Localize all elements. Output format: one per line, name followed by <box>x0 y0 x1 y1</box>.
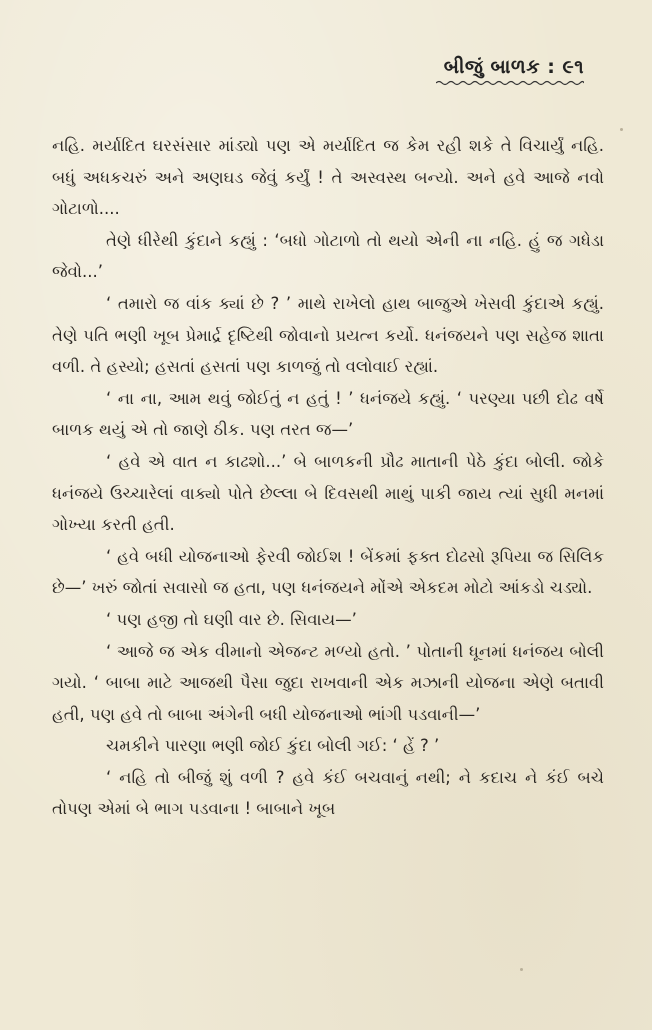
text-line: ‘ પણ હજી તો ઘણી વાર છે. સિવાય—’ <box>106 609 357 629</box>
text-line: રૂપિયા જ સિલિક છે—’ ખરું જોતાં સવાસો જ હતા, પણ ધનંજયને <box>52 546 605 598</box>
paragraph <box>52 762 604 825</box>
text-line: બાબા અંગેની બધી યોજનાઓ ભાંગી પડવાની—’ <box>167 704 481 724</box>
paragraph <box>52 130 604 225</box>
text-line: નહિ. મર્યાદિત ઘરસંસાર માંડ્યો પણ એ મર્યાદિત જ કેમ રહી <box>52 136 462 155</box>
paragraph <box>52 636 604 731</box>
paragraph <box>52 383 604 446</box>
text-line: રાખવાની એક મઝાની યોજના એણે બતાવી હતી, પણ હવે તો <box>52 673 605 724</box>
text-line: તેણે ધીરેથી કુંદાને કહ્યું : ‘બધો ગોટાળો તો થયો એની ના <box>106 230 483 250</box>
text-line: નહિ. હું જ ગધેડા જેવો...’ <box>52 230 604 282</box>
text-line: પ્રયત્ન કર્યો. ધનંજયને પણ સહેજ શાતા વળી. તે હસ્યો; હસતાં <box>52 325 604 377</box>
text-line: શકે તે વિચાર્યું નહિ. બધું અધકચરું અને અણઘડ જેવું કર્યું ! <box>52 136 604 187</box>
paragraph <box>52 225 604 288</box>
text-line: કુંદા બોલી. જોકે ધનંજયે ઉચ્ચારેલાં વાક્યો પોતે છેલ્લા બે દિવસથી <box>52 451 604 503</box>
text-line: ‘ નહિ તો બીજું શું વળી ? હવે કંઈ બચવાનું નથી; ને <box>106 767 472 787</box>
text-line: ખેસવી કુંદાએ કહ્યું. તેણે પતિ ભણી ખૂબ પ્રેમાર્દ્ર દૃષ્ટિથી જોવાનો <box>52 293 604 345</box>
text-line: હસતાં પણ કાળજું તો વલોવાઈ રહ્યાં. <box>200 357 439 377</box>
running-title: બીજું બાળક : ૯૧ <box>443 56 584 78</box>
text-line: ‘ આજે જ એક વીમાનો એજન્ટ મળ્યો હતો. ’ પોતાની <box>106 641 464 661</box>
paper-speck <box>520 968 523 971</box>
text-line: ધૂનમાં ધનંજય બોલી ગયો. ‘ બાબા માટે આજથી પૈસા જુદા <box>52 641 604 693</box>
text-line: ‘ હવે એ વાત ન કાઢશો...’ બે બાળકની પ્રૌઢ માતાની પેઠે <box>106 451 487 471</box>
text-line: પછી દોઢ વર્ષે બાળક થયું એ તો જાણે ઠીક. પણ તરત જ—’ <box>52 388 605 440</box>
page-body-text <box>52 130 604 825</box>
paragraph <box>52 541 604 604</box>
paper-speck <box>620 128 623 131</box>
text-line: મોંએ એકદમ મોટો આંકડો ચડ્યો. <box>370 578 593 598</box>
text-line: તે અસ્વસ્થ બન્યો. અને હવે આજે નવો ગોટાળો.... <box>52 167 604 219</box>
paragraph <box>52 288 604 383</box>
text-line: કદાચ ને કંઈ બચે તોપણ એમાં બે ભાગ પડવાના ! બાબાને ખૂબ <box>52 767 604 819</box>
paragraph <box>52 730 604 762</box>
running-head <box>436 56 584 86</box>
text-line: ‘ હવે બધી યોજનાઓ ફેરવી જોઈશ ! બેંકમાં ફક્ત દોઢસો <box>106 546 485 566</box>
text-line: ચમકીને પારણા ભણી જોઈ કુંદા બોલી ગઈ: ‘ હેં ? ’ <box>106 736 440 756</box>
text-line: ‘ તમારો જ વાંક ક્યાં છે ? ’ માથે રાખેલો હાથ બાજુએ <box>106 293 468 313</box>
text-line: ‘ ના ના, આમ થવું જોઈતું ન હતું ! ’ ધનંજયે કહ્યું. ‘ પરણ્યા <box>106 388 516 408</box>
paragraph <box>52 446 604 541</box>
wavy-underline-ornament <box>436 80 584 86</box>
text-line: માથું પાકી જાય ત્યાં સુધી મનમાં ગોખ્યા કરતી હતી. <box>52 483 604 535</box>
paragraph <box>52 604 604 636</box>
